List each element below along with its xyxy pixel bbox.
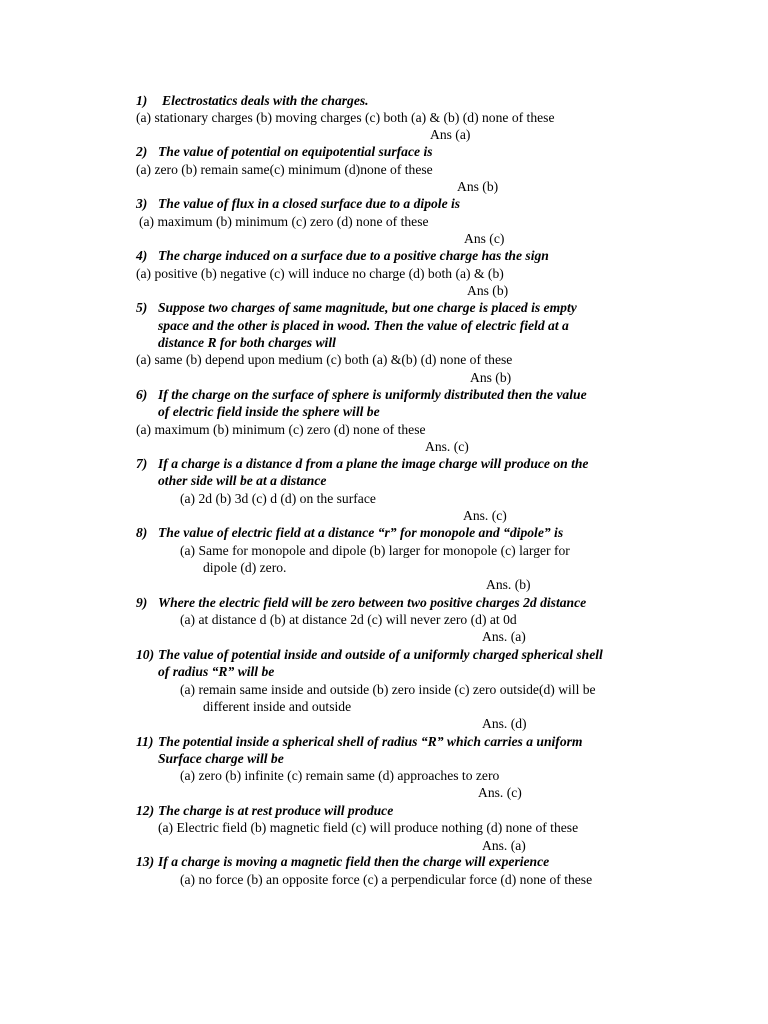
- question-text-continued: of electric field inside the sphere will be: [158, 404, 380, 419]
- question-text: Suppose two charges of same magnitude, but one charge is placed is empty: [158, 300, 577, 315]
- question-number: 3): [136, 196, 148, 211]
- answer: Ans (c): [464, 231, 505, 246]
- question-10: [136, 646, 603, 663]
- question-4: [136, 247, 549, 264]
- answer: Ans (b): [467, 283, 509, 298]
- options-line: (a) Electric field (b) magnetic field (c) will produce nothing (d) none of these: [158, 820, 579, 835]
- question-text: The value of potential on equipotential surface is: [158, 144, 433, 159]
- options-line: (a) stationary charges (b) moving charges (c) both (a) & (b) (d) none of these: [136, 110, 555, 125]
- answer: Ans. (b): [486, 577, 531, 592]
- options-line: (a) remain same inside and outside (b) zero inside (c) zero outside(d) will be: [180, 682, 596, 697]
- options-line: (a) maximum (b) minimum (c) zero (d) none of these: [139, 214, 429, 229]
- options-line: (a) no force (b) an opposite force (c) a perpendicular force (d) none of these: [180, 872, 593, 887]
- question-8: [136, 524, 563, 541]
- question-9: [136, 594, 586, 611]
- answer: Ans. (a): [482, 838, 526, 853]
- question-number: 8): [136, 525, 148, 540]
- question-text-continued: other side will be at a distance: [158, 473, 327, 488]
- question-text-continued: distance R for both charges will: [158, 335, 336, 350]
- question-text-continued: space and the other is placed in wood. Then the value of electric field at a: [158, 318, 569, 333]
- answer: Ans. (c): [425, 439, 469, 454]
- question-text: If a charge is moving a magnetic field then the charge will experience: [158, 854, 550, 869]
- question-text: The value of potential inside and outside of a uniformly charged spherical shell: [158, 647, 603, 662]
- question-text: Electrostatics deals with the charges.: [162, 93, 369, 108]
- question-number: 10): [136, 647, 155, 662]
- question-6: [136, 386, 587, 403]
- options-line: (a) same (b) depend upon medium (c) both (a) &(b) (d) none of these: [136, 352, 513, 367]
- options-line: (a) zero (b) remain same(c) minimum (d)none of these: [136, 162, 433, 177]
- question-2: [136, 143, 433, 160]
- question-text-continued: Surface charge will be: [158, 751, 284, 766]
- question-number: 9): [136, 595, 148, 610]
- options-line: (a) at distance d (b) at distance 2d (c) will never zero (d) at 0d: [180, 612, 517, 627]
- question-number: 1): [136, 93, 148, 108]
- answer: Ans (a): [430, 127, 471, 142]
- question-text: Where the electric field will be zero between two positive charges 2d distance: [158, 595, 587, 610]
- question-number: 12): [136, 803, 155, 818]
- options-line: (a) maximum (b) minimum (c) zero (d) none of these: [136, 422, 426, 437]
- options-line-continued: dipole (d) zero.: [203, 560, 287, 575]
- options-line-continued: different inside and outside: [203, 699, 352, 714]
- answer: Ans (b): [457, 179, 499, 194]
- question-7: [136, 455, 588, 472]
- question-number: 2): [136, 144, 148, 159]
- question-text: The charge is at rest produce will produce: [158, 803, 394, 818]
- question-13: [136, 853, 549, 870]
- answer: Ans. (c): [463, 508, 507, 523]
- options-line: (a) positive (b) negative (c) will induce no charge (d) both (a) & (b): [136, 266, 504, 281]
- question-5: [136, 299, 577, 316]
- question-text: The charge induced on a surface due to a positive charge has the sign: [158, 248, 549, 263]
- question-number: 7): [136, 456, 148, 471]
- question-number: 5): [136, 300, 148, 315]
- options-line: (a) 2d (b) 3d (c) d (d) on the surface: [180, 491, 376, 506]
- question-text: The value of electric field at a distance “r” for monopole and “dipole” is: [158, 525, 564, 540]
- question-11: [136, 733, 582, 750]
- question-number: 6): [136, 387, 148, 402]
- question-text: The potential inside a spherical shell of radius “R” which carries a uniform: [158, 734, 583, 749]
- question-text-continued: of radius “R” will be: [158, 664, 275, 679]
- answer: Ans. (d): [482, 716, 527, 731]
- question-3: [136, 195, 460, 212]
- question-number: 13): [136, 854, 155, 869]
- options-line: (a) zero (b) infinite (c) remain same (d) approaches to zero: [180, 768, 500, 783]
- question-1: [136, 92, 369, 109]
- options-line: (a) Same for monopole and dipole (b) larger for monopole (c) larger for: [180, 543, 570, 558]
- question-text: The value of flux in a closed surface due to a dipole is: [158, 196, 461, 211]
- question-text: If a charge is a distance d from a plane the image charge will produce on the: [158, 456, 589, 471]
- question-12: [136, 802, 393, 819]
- question-number: 4): [136, 248, 148, 263]
- question-number: 11): [136, 734, 154, 749]
- answer: Ans (b): [470, 370, 512, 385]
- answer: Ans. (a): [482, 629, 526, 644]
- answer: Ans. (c): [478, 785, 522, 800]
- question-text: If the charge on the surface of sphere is uniformly distributed then the value: [158, 387, 587, 402]
